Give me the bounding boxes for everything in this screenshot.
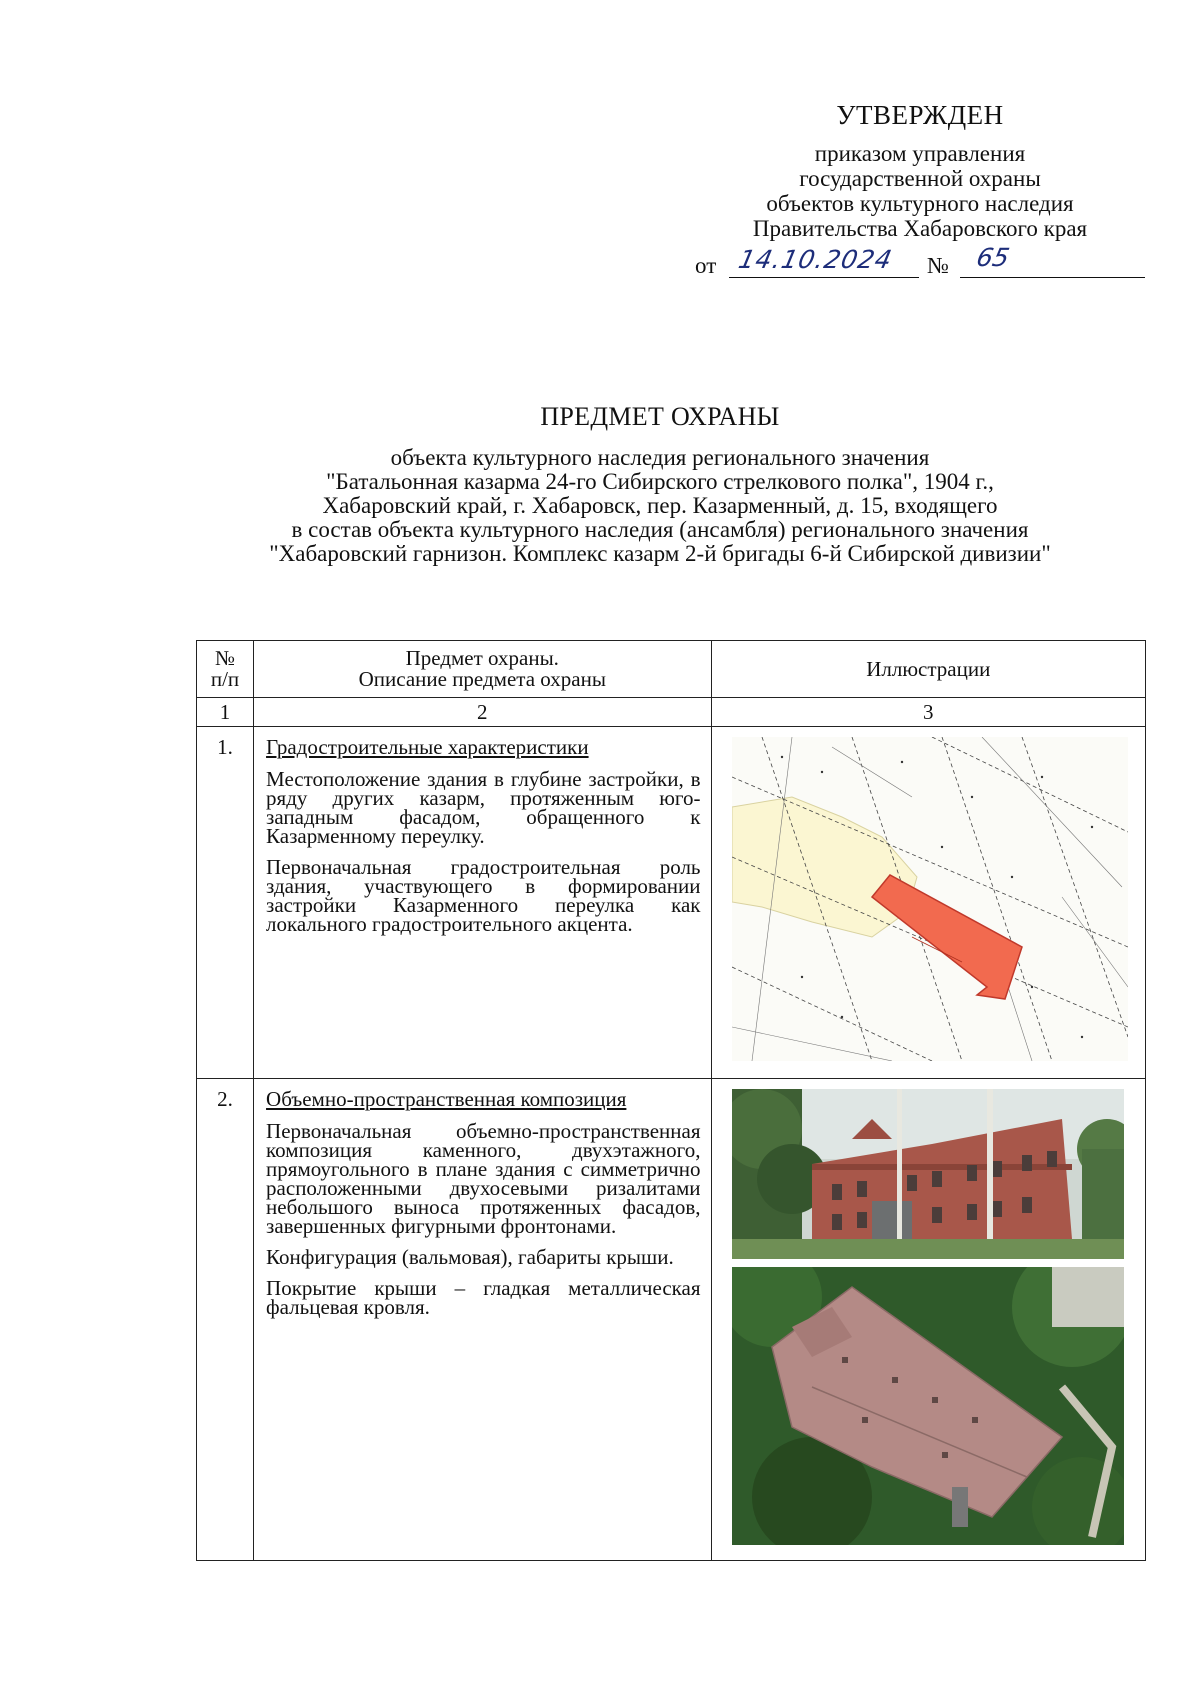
row-paragraph: Первоначальная объемно-пространственная композиция каменного, двухэтажного, прямоугольного в плане здания с симметрично расположенными двухосевыми ризалитами небольшого выноса протяженных фасадов, завершенных фигурными фронтонами. [266,1119,701,1238]
site-plan-map [732,737,1128,1061]
table-row [197,727,1146,1079]
header-number-line2: п/п [210,667,240,691]
approval-block [695,100,1140,278]
header-description-line2: Описание предмета охраны [358,667,606,691]
row-description [254,727,711,1079]
row-paragraph: Первоначальная градостроительная роль здания, участвующего в формировании застройки Казарменного переулка как локального градостроительного акцента. [266,855,701,936]
row-heading: Градостроительные характеристики [266,735,589,759]
handwritten-date: 14.10.2024 [735,245,896,274]
approval-line: Правительства Хабаровского края [752,216,1088,241]
approval-line: государственной охраны [799,166,1041,191]
subject-heading [160,402,1160,566]
row-paragraph: Местоположение здания в глубине застройки, в ряду других казарм, протяженным юго-западным фасадом, обращенного к Казарменному переулку. [266,767,701,848]
subject-line: "Батальонная казарма 24-го Сибирского стрелкового полка", 1904 г., [326,469,994,494]
approval-title: УТВЕРЖДЕН [836,100,1004,130]
row-paragraph: Покрытие крыши – гладкая металлическая фальцевая кровля. [266,1276,701,1319]
header-description-line1: Предмет охраны. [405,646,559,670]
date-underline [729,277,919,278]
number-label: № [927,253,949,278]
row-illustration [711,1079,1145,1561]
approval-line: объектов культурного наследия [766,191,1074,216]
header-description [254,641,711,698]
header-illustrations: Иллюстрации [711,641,1145,698]
column-number-row [197,698,1146,727]
header-number-line1: № [215,646,236,670]
row-heading: Объемно-пространственная композиция [266,1087,627,1111]
subject-line: объекта культурного наследия регионального значения [390,445,930,470]
table-row [197,1079,1146,1561]
column-number: 3 [711,698,1145,727]
row-number: 2. [197,1079,254,1561]
number-underline [960,277,1145,278]
header-number [197,641,254,698]
column-number: 2 [254,698,711,727]
subject-line: Хабаровский край, г. Хабаровск, пер. Казарменный, д. 15, входящего [322,493,998,518]
column-number: 1 [197,698,254,727]
subject-title: ПРЕДМЕТ ОХРАНЫ [540,402,780,431]
table-header-row [197,641,1146,698]
approval-line: приказом управления [814,141,1026,166]
subject-line: "Хабаровский гарнизон. Комплекс казарм 2-й бригады 6-й Сибирской дивизии" [269,541,1051,566]
handwritten-number: 65 [973,243,1012,272]
row-description [254,1079,711,1561]
from-label: от [695,253,717,278]
protection-subject-table [196,640,1146,1561]
row-number: 1. [197,727,254,1079]
aerial-roof-photo [732,1267,1124,1545]
row-paragraph: Конфигурация (вальмовая), габариты крыши. [266,1245,674,1269]
row-illustration [711,727,1145,1079]
building-facade-photo [732,1089,1124,1259]
subject-line: в состав объекта культурного наследия (ансамбля) регионального значения [291,517,1029,542]
order-date-number-row [695,243,1145,287]
